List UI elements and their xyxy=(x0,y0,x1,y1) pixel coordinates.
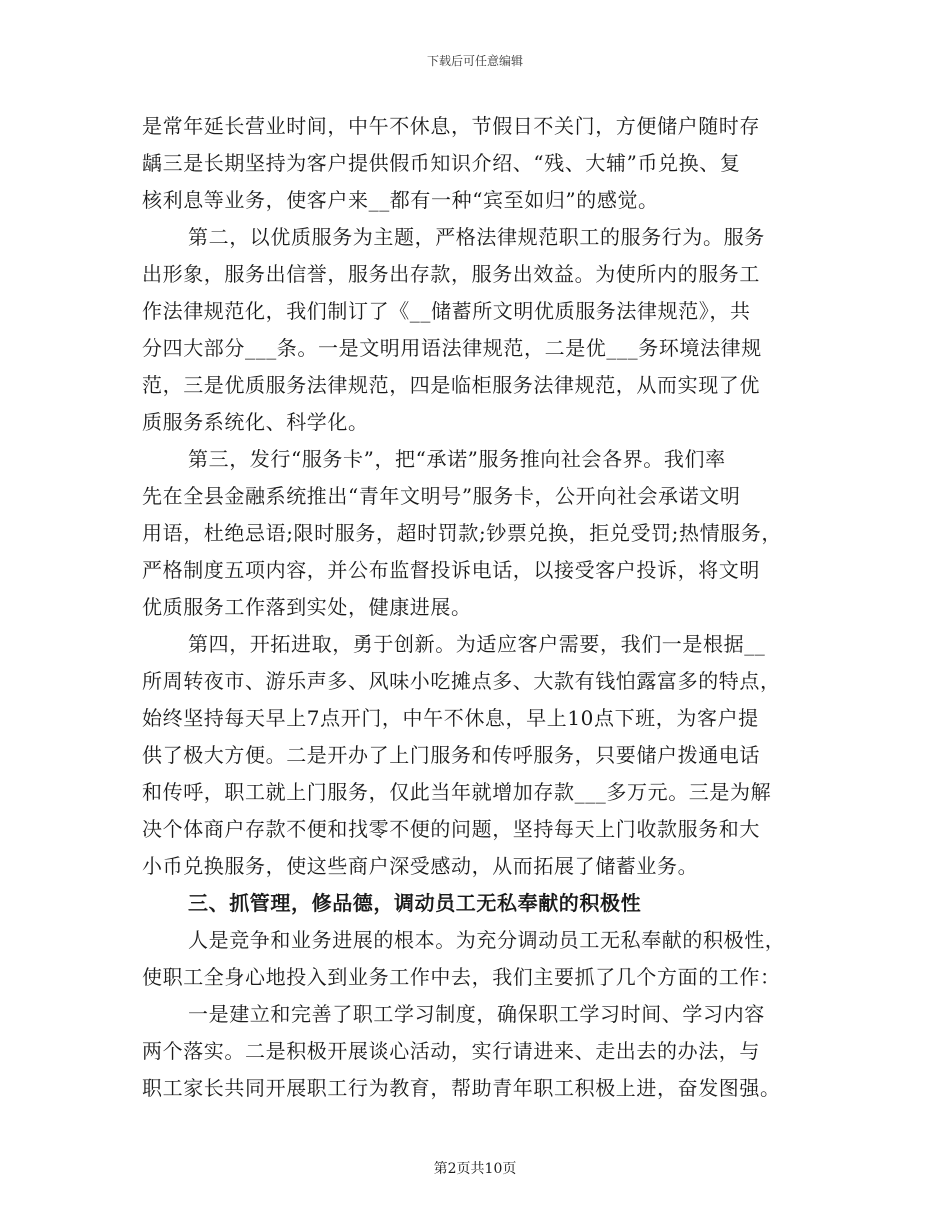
text-line: 小币兑换服务，使这些商户深受感动，从而拓展了储蓄业务。 xyxy=(142,854,699,878)
text-line: 用语，杜绝忌语;限时服务，超时罚款;钞票兑换，拒兑受罚;热情服务， xyxy=(142,521,783,545)
text-line: 严格制度五项内容，并公布监督投诉电话，以接受客户投诉，将文明 xyxy=(142,558,760,582)
document-body xyxy=(142,108,817,1107)
text-line: 始终坚持每天早上7点开门，中午不休息，早上10点下班，为客户提 xyxy=(142,706,759,730)
text-line: 出形象，服务出信誉，服务出存款，服务出效益。为使所内的服务工 xyxy=(142,262,760,286)
paragraph-start-line: 人是竞争和业务进展的根本。为充分调动员工无私奉献的积极性， xyxy=(188,928,786,952)
text-line: 两个落实。二是积极开展谈心活动，实行请进来、走出去的办法，与 xyxy=(142,1039,760,1063)
text-line: 核利息等业务，使客户来__都有一种“宾至如归”的感觉。 xyxy=(142,188,659,212)
text-line: 优质服务工作落到实处，健康进展。 xyxy=(142,595,472,619)
paragraph-start-line: 一是建立和完善了职工学习制度，确保职工学习时间、学习内容 xyxy=(188,1002,765,1026)
page-header: 下载后可任意编辑 xyxy=(426,54,523,68)
paragraph-start-line: 第三，发行“服务卡”，把“承诺”服务推向社会各界。我们率 xyxy=(188,447,726,471)
text-line: 使职工全身心地投入到业务工作中去，我们主要抓了几个方面的工作： xyxy=(142,965,781,989)
text-line: 是常年延长营业时间，中午不休息，节假日不关门，方便储户随时存 xyxy=(142,114,760,138)
text-line: 职工家长共同开展职工行为教育，帮助青年职工积极上进，奋发图强。 xyxy=(142,1076,781,1100)
text-line: 和传呼，职工就上门服务，仅此当年就增加存款___多万元。三是为解 xyxy=(142,780,772,804)
text-line: 龋三是长期坚持为客户提供假币知识介绍、“残、大辅”币兑换、复 xyxy=(142,151,741,175)
text-line: 分四大部分___条。一是文明用语法律规范，二是优___务环境法律规 xyxy=(142,336,762,360)
paragraph-start-line: 第二，以优质服务为主题，严格法律规范职工的服务行为。服务 xyxy=(188,225,765,249)
text-line: 供了极大方便。二是开办了上门服务和传呼服务，只要储户拨通电话 xyxy=(142,743,760,767)
text-line: 所周转夜市、游乐声多、风味小吃摊点多、大款有钱怕露富多的特点， xyxy=(142,669,781,693)
text-line: 作法律规范化，我们制订了《__储蓄所文明优质服务法律规范》，共 xyxy=(142,299,751,323)
paragraph-start-line: 第四，开拓进取，勇于创新。为适应客户需要，我们一是根据__ xyxy=(188,632,766,656)
text-line: 先在全县金融系统推出“青年文明号”服务卡，公开向社会承诺文明 xyxy=(142,484,741,508)
text-line: 质服务系统化、科学化。 xyxy=(142,410,369,434)
text-line: 范，三是优质服务法律规范，四是临柜服务法律规范，从而实现了优 xyxy=(142,373,760,397)
page-footer: 第2页共10页 xyxy=(433,1161,517,1177)
text-line: 决个体商户存款不便和找零不便的问题，坚持每天上门收款服务和大 xyxy=(142,817,760,841)
section-heading: 三、抓管理，修品德，调动员工无私奉献的积极性 xyxy=(188,891,642,915)
